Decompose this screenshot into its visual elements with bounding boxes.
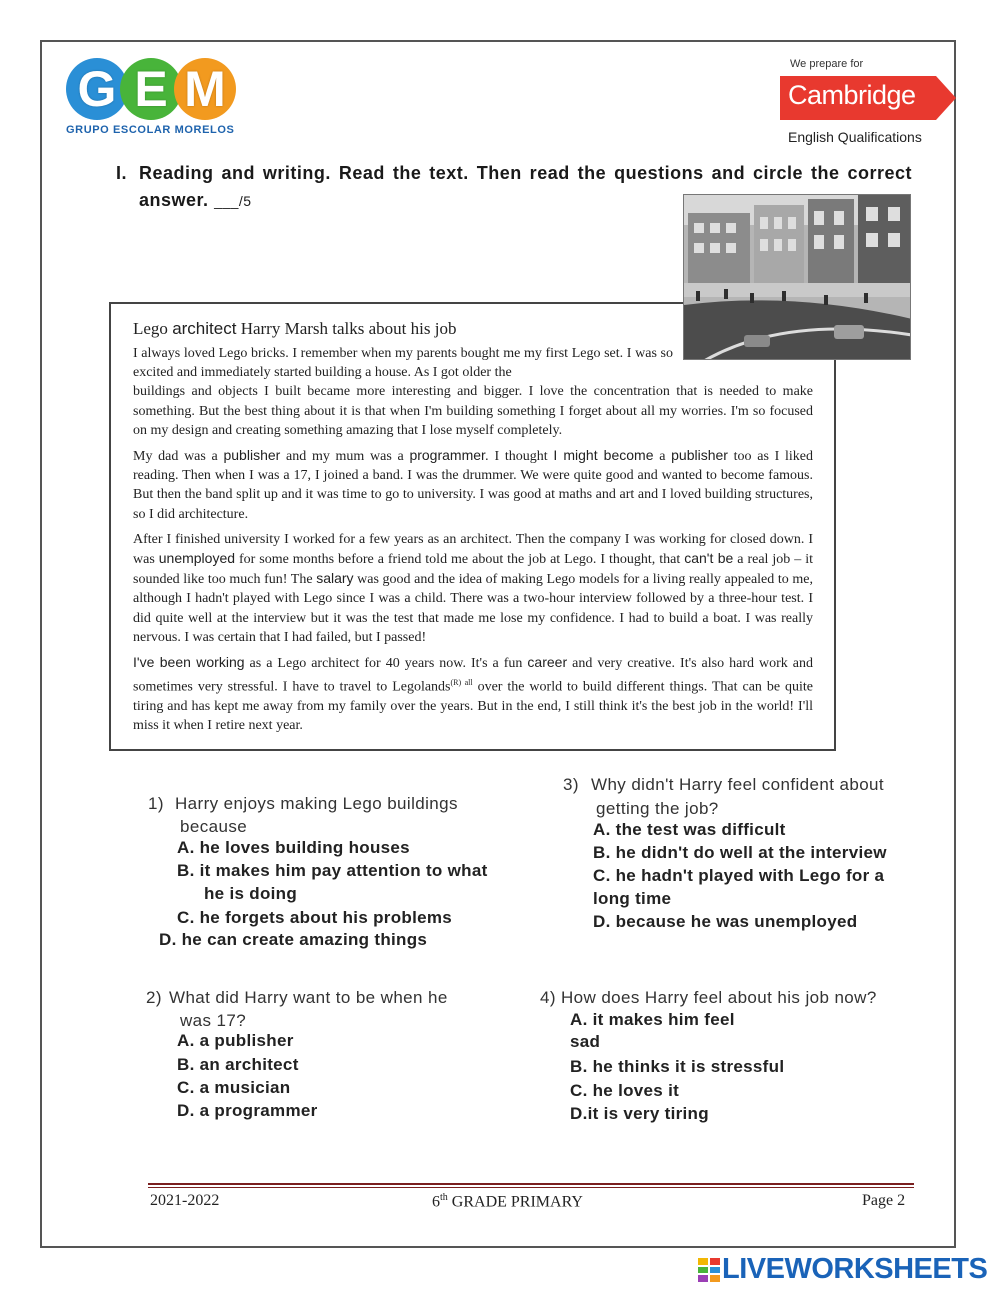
gem-subtitle: GRUPO ESCOLAR MORELOS xyxy=(66,124,235,136)
question-2-number: 2) xyxy=(146,988,162,1007)
gem-logo-letters xyxy=(66,58,236,122)
question-3-option-c[interactable]: C. he hadn't played with Lego for a xyxy=(593,866,885,885)
passage-paragraph-1b: buildings and objects I built became more interesting and bigger. I love the concentration that is needed to make something. But the best thing about it is that when I'm building something I forget about all my worries. I'm so focused on my design and creating something amazing that I lose myself completely. xyxy=(133,384,813,438)
footer-divider-thin xyxy=(148,1187,914,1188)
question-1-option-d[interactable]: D. he can create amazing things xyxy=(159,930,428,949)
reading-passage-box xyxy=(109,302,836,751)
question-2-line2: was 17? xyxy=(180,1011,247,1030)
p2-word-might-become: I might become xyxy=(553,447,654,464)
question-1-option-b-cont[interactable]: he is doing xyxy=(204,884,298,903)
cambridge-prepare-text: We prepare for xyxy=(790,58,864,70)
question-1-option-b[interactable]: B. it makes him pay attention to what xyxy=(177,861,488,880)
p4-text-a: as a Lego architect for 40 years now. It's a fun xyxy=(244,656,528,672)
p3-text-a: After I finished university I worked for a few years as an architect. Then the company I was working for closed down. I was xyxy=(133,531,813,568)
section-number: I. xyxy=(116,163,128,183)
footer-divider-thick xyxy=(148,1183,914,1185)
cambridge-qualifications: English Qualifications xyxy=(788,129,922,145)
question-3-line1: Why didn't Harry feel confident about xyxy=(591,775,885,794)
question-1-option-a[interactable]: A. he loves building houses xyxy=(177,838,410,857)
p2-text-e: too as I liked reading. Then when I was a 17, I joined a band. I was the drummer. We were quite good and wanted to become famous. But then the band split up and it was time to go to university. I was good at maths and art and I loved building structures, so I did architecture. xyxy=(133,449,813,522)
p3-text-c: a real job – it sounded like too much fun! The xyxy=(133,552,813,588)
question-2-option-a[interactable]: A. a publisher xyxy=(177,1031,294,1050)
question-4-option-a[interactable]: A. it makes him feel xyxy=(570,1010,735,1029)
question-3-option-a[interactable]: A. the test was difficult xyxy=(593,820,786,839)
p2-word-publisher-2: publisher xyxy=(671,447,728,464)
footer-grade-suffix: th xyxy=(440,1192,448,1203)
p3-text-b: for some months before a friend told me about the job at Lego. I thought, that xyxy=(235,552,685,568)
question-4-line1: How does Harry feel about his job now? xyxy=(561,988,877,1007)
p4-word-career: career xyxy=(527,654,568,671)
question-2-option-b[interactable]: B. an architect xyxy=(177,1055,299,1074)
p3-word-salary: salary xyxy=(316,570,354,587)
score-field: ___/5 xyxy=(214,193,252,209)
liveworksheets-logo-text[interactable]: LIVEWORKSHEETS xyxy=(722,1253,988,1285)
p2-word-publisher: publisher xyxy=(223,447,281,464)
p4-superscript: (R) all xyxy=(450,678,473,688)
question-4-option-d[interactable]: D.it is very tiring xyxy=(570,1104,709,1123)
passage-title-pre: Lego xyxy=(133,319,173,338)
question-4-option-c[interactable]: C. he loves it xyxy=(570,1081,680,1100)
p2-text-d: a xyxy=(653,449,672,465)
footer-page: Page 2 xyxy=(862,1192,906,1209)
gem-logo xyxy=(66,58,246,144)
footer-grade-number: 6 xyxy=(432,1193,440,1211)
question-2-line1: What did Harry want to be when he xyxy=(169,988,448,1007)
section-instructions-text: Reading and writing. Read the text. Then read the questions and circle the correct answer. xyxy=(139,163,912,210)
question-3-number: 3) xyxy=(563,775,579,794)
lego-city-image xyxy=(684,195,911,360)
p4-word-been-working: I've been working xyxy=(133,654,245,671)
p3-word-unemployed: unemployed xyxy=(158,550,236,567)
question-4-option-b[interactable]: B. he thinks it is stressful xyxy=(570,1057,785,1076)
question-3-option-b[interactable]: B. he didn't do well at the interview xyxy=(593,843,887,862)
question-2-option-c[interactable]: C. a musician xyxy=(177,1078,291,1097)
passage-paragraph-4 xyxy=(133,653,813,735)
question-1-line2: because xyxy=(180,817,248,836)
passage-paragraph-1: I always loved Lego bricks. I remember when my parents bought me my first Lego set. I was so excited and immediately started building a house. As I got older the xyxy=(133,346,673,381)
cambridge-name: Cambridge xyxy=(788,80,916,110)
footer-year: 2021-2022 xyxy=(150,1192,220,1209)
gem-letter-m: M xyxy=(174,58,236,120)
question-1-option-c[interactable]: C. he forgets about his problems xyxy=(177,908,453,927)
question-3-line2: getting the job? xyxy=(596,799,719,818)
p4-text-b: and very creative. It's also hard work and sometimes very stressful. I have to travel to Legolands xyxy=(133,656,813,695)
question-4-number: 4) xyxy=(540,988,556,1007)
p3-word-cant-be: can't be xyxy=(684,550,734,567)
question-4-option-a-cont[interactable]: sad xyxy=(570,1032,601,1051)
passage-paragraph-3 xyxy=(133,530,813,647)
question-3-option-d[interactable]: D. because he was unemployed xyxy=(593,912,858,931)
p2-text-a: My dad was a xyxy=(133,449,224,465)
p4-text-c: over the world to build different things. That can be quite tiring and has kept me away from my family over the years. But in the end, I still think it's the best job in the world! I'll miss it when I retire next year. xyxy=(133,679,813,734)
question-3-option-c-cont[interactable]: long time xyxy=(593,889,672,908)
passage-title-word: architect xyxy=(172,319,237,338)
question-2-option-d[interactable]: D. a programmer xyxy=(177,1101,318,1120)
footer-grade-text: GRADE PRIMARY xyxy=(447,1193,583,1211)
passage-paragraph-2 xyxy=(133,446,813,524)
p3-text-d: was good and the idea of making Lego models for a living really appealed to me, although I hadn't played with Lego since I was a child. There was a two-hour interview followed by a three-hour test. I did quite well at the interview but it was the test that made me lose my confidence. I had to build a boat. I was really nervous. I was certain that I had failed, but I passed! xyxy=(133,572,813,645)
reading-passage xyxy=(133,318,813,742)
p2-word-programmer: programmer. xyxy=(409,447,489,464)
lego-city-photo xyxy=(683,194,911,360)
question-1-line1: Harry enjoys making Lego buildings xyxy=(175,794,458,813)
gem-letter-e: E xyxy=(120,58,182,120)
gem-letter-g: G xyxy=(66,58,128,120)
liveworksheets-icon xyxy=(698,1258,720,1282)
passage-title-post: Harry Marsh talks about his job xyxy=(236,319,457,338)
p2-text-c: I thought xyxy=(488,449,554,465)
p2-text-b: and my mum was a xyxy=(280,449,410,465)
question-1-number: 1) xyxy=(148,794,164,813)
footer-grade xyxy=(432,1192,583,1211)
